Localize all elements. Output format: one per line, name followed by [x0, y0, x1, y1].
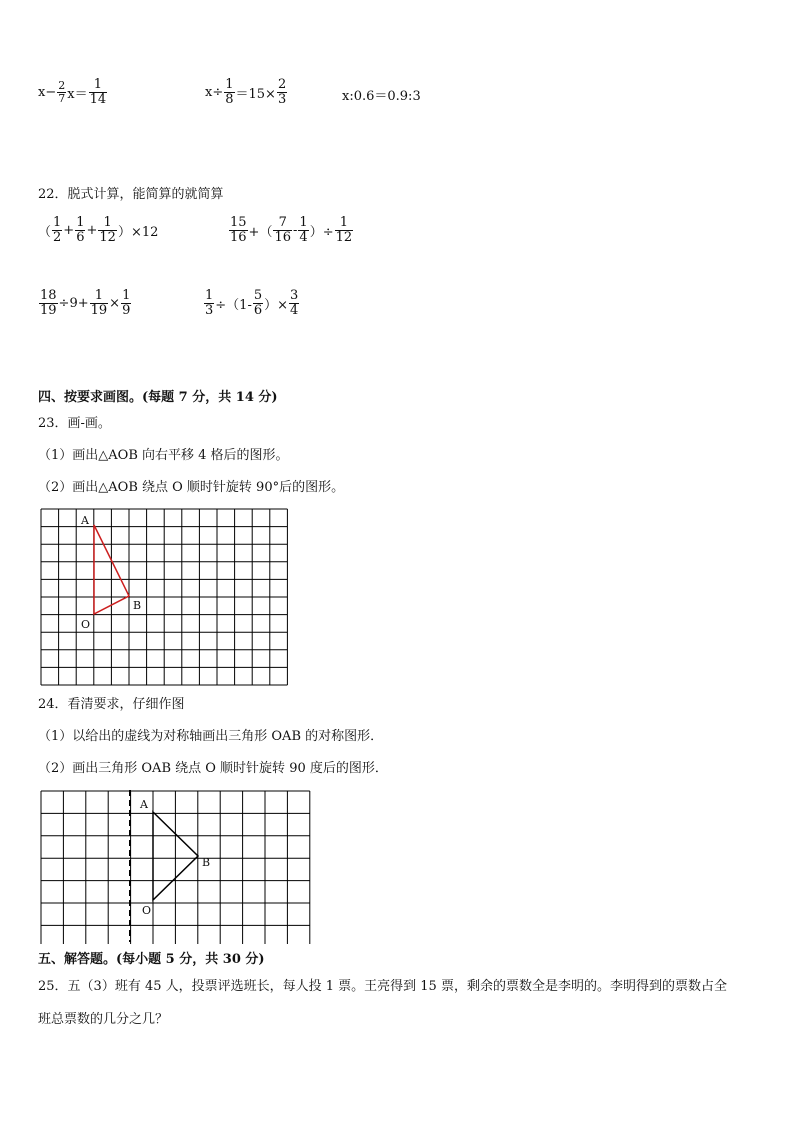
- fraction: [75, 216, 85, 245]
- denominator: 19: [40, 303, 57, 318]
- eq1-fraction-2: [89, 78, 108, 107]
- q23-part-2: （2）画出△AOB 绕点 O 顺时针旋转 90°后的图形。: [38, 480, 345, 495]
- q24-part-2: （2）画出三角形 OAB 绕点 O 顺时针旋转 90 度后的图形．: [38, 761, 388, 776]
- equation-2: [205, 78, 288, 107]
- denominator: 3: [205, 303, 214, 318]
- numerator: 1: [89, 78, 108, 93]
- numerator: 2: [277, 77, 287, 92]
- numerator: 2: [58, 79, 66, 92]
- eq2-part-a: x÷: [205, 85, 224, 100]
- eq1-part-a: x−: [38, 85, 57, 100]
- eq2-part-b: ＝15×: [235, 87, 276, 102]
- numerator: 1: [76, 215, 85, 230]
- denominator: 6: [76, 230, 85, 245]
- numerator: 1: [299, 215, 308, 230]
- fraction: [39, 289, 58, 318]
- equation-1: [38, 78, 108, 107]
- numerator: 1: [225, 77, 234, 92]
- operator: ）×12: [117, 225, 159, 240]
- fraction: [335, 216, 354, 245]
- numerator: 1: [90, 289, 109, 304]
- denominator: 14: [89, 92, 107, 107]
- operator: ）÷: [309, 225, 334, 240]
- operator: ÷（1-: [215, 298, 252, 313]
- denominator: 16: [274, 230, 291, 245]
- operator: -: [293, 223, 298, 238]
- numerator: 5: [253, 288, 263, 303]
- eq2-fraction-2: [277, 78, 287, 107]
- fraction: [121, 289, 131, 318]
- fraction: [98, 216, 117, 245]
- eq2-fraction-1: [224, 78, 234, 107]
- open-paren: （: [38, 225, 52, 240]
- q24-part-1: （1）以给出的虚线为对称轴画出三角形 OAB 的对称图形．: [38, 729, 384, 744]
- operator: +（: [248, 225, 273, 240]
- denominator: 12: [99, 230, 116, 245]
- q23-part-1: （1）画出△AOB 向右平移 4 格后的图形。: [38, 448, 289, 463]
- numerator: 3: [290, 288, 299, 303]
- label-a: A: [81, 514, 89, 527]
- fraction: [204, 289, 214, 318]
- q25-text-line-2: 班总票数的几分之几？: [38, 1012, 169, 1027]
- q24-grid-figure: [40, 790, 312, 944]
- denominator: 12: [335, 230, 353, 245]
- fraction: [229, 216, 248, 245]
- denominator: 19: [90, 303, 108, 318]
- section-4-heading: 四、按要求画图。(每题 7 分，共 14 分): [38, 390, 278, 405]
- denominator: 8: [225, 92, 234, 107]
- denominator: 16: [230, 230, 247, 245]
- denominator: 4: [299, 230, 308, 245]
- fraction: [52, 216, 62, 245]
- grid: [41, 791, 310, 944]
- denominator: 4: [290, 303, 299, 318]
- numerator: 1: [205, 288, 214, 303]
- fraction: [273, 216, 292, 245]
- numerator: 1: [98, 216, 117, 231]
- q22-title: 22．脱式计算，能简算的就简算: [38, 187, 224, 202]
- grid: [41, 509, 287, 685]
- eq1-fraction-1: [57, 80, 66, 105]
- section-5-heading: 五、解答题。(每小题 5 分，共 30 分): [38, 952, 265, 967]
- denominator: 7: [58, 92, 66, 105]
- denominator: 2: [53, 230, 62, 245]
- q23-grid-figure: [40, 508, 288, 686]
- operator: +: [63, 223, 75, 238]
- label-a: A: [140, 798, 148, 811]
- operator: ÷9+: [58, 296, 89, 311]
- denominator: 6: [253, 303, 263, 318]
- numerator: 1: [122, 288, 131, 303]
- fraction: [90, 289, 109, 318]
- numerator: 7: [273, 216, 292, 231]
- label-b: B: [133, 599, 142, 612]
- q22-expression-4: [203, 289, 300, 318]
- label-o: O: [142, 904, 152, 917]
- fraction: [298, 216, 308, 245]
- denominator: 9: [122, 303, 131, 318]
- numerator: 15: [230, 215, 247, 230]
- q23-title: 23．画-画。: [38, 416, 111, 431]
- denominator: 3: [277, 92, 287, 107]
- label-b: B: [202, 856, 211, 869]
- equation-3: x:0.6＝0.9:3: [342, 89, 421, 104]
- eq1-part-b: x＝: [67, 87, 88, 102]
- q22-expression-3: [38, 289, 132, 318]
- operator: ）×: [264, 298, 289, 313]
- operator: ×: [109, 296, 121, 311]
- numerator: 18: [40, 288, 57, 303]
- fraction: [289, 289, 299, 318]
- q22-expression-1: [38, 216, 158, 245]
- fraction: [253, 289, 263, 318]
- label-o: O: [81, 618, 91, 631]
- q22-expression-2: [228, 216, 354, 245]
- numerator: 1: [53, 215, 62, 230]
- q25-text-line-1: 25．五（3）班有 45 人，投票评选班长，每人投 1 票。王亮得到 15 票，剩余的票数全是李明的。李明得到的票数占全: [38, 979, 727, 994]
- operator: +: [86, 223, 98, 238]
- numerator: 1: [335, 216, 354, 231]
- q24-title: 24．看清要求，仔细作图: [38, 697, 185, 712]
